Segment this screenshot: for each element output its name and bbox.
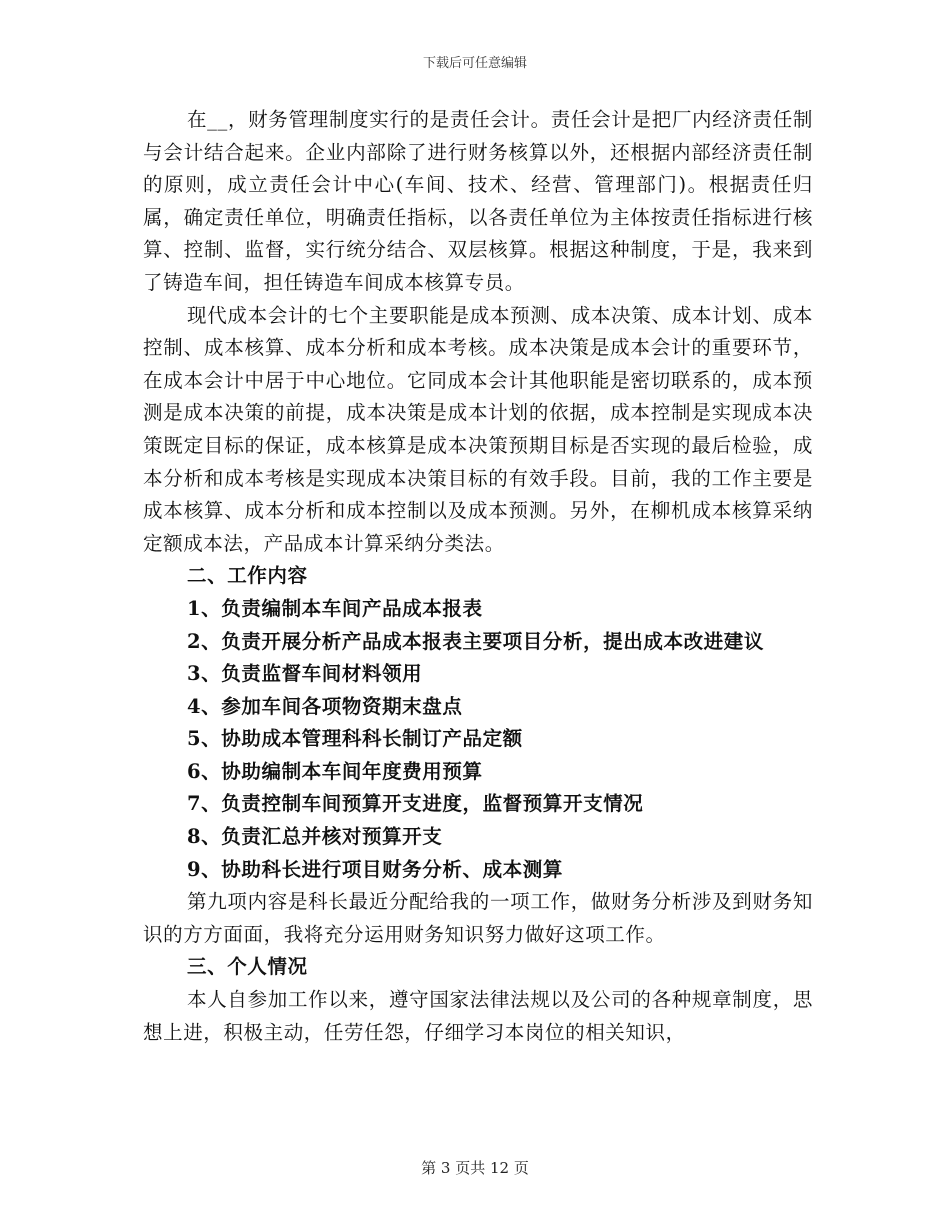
list-item: 7、负责控制车间预算开支进度，监督预算开支情况 <box>187 792 644 816</box>
list-item: 9、协助科长进行项目财务分析、成本测算 <box>187 857 563 881</box>
paragraph-personal-situation: 本人自参加工作以来，遵守国家法律法规以及公司的各种规章制度，思想上进，积极主动，任劳任怨，仔细学习本岗位的相关知识， <box>143 988 813 1044</box>
paragraph-responsibility-accounting: 在__，财务管理制度实行的是责任会计。责任会计是把厂内经济责任制与会计结合起来。企业内部除了进行财务核算以外，还根据内部经济责任制的原则，成立责任会计中心(车间、技术、经营、管理部门)。根据责任归属，确定责任单位，明确责任指标，以各责任单位为主体按责任指标进行核算、控制、监督，实行统分结合、双层核算。根据这种制度，于是，我来到了铸造车间，担任铸造车间成本核算专员。 <box>143 108 813 294</box>
page-header: 下载后可任意编辑 <box>422 56 527 71</box>
list-item: 8、负责汇总并核对预算开支 <box>187 825 443 849</box>
document-body <box>143 104 813 1049</box>
page-number: 第 3 页共 12 页 <box>421 1159 529 1177</box>
section-heading-work-content: 二、工作内容 <box>187 564 308 588</box>
paragraph-item-nine-note: 第九项内容是科长最近分配给我的一项工作，做财务分析涉及到财务知识的方方面面，我将充分运用财务知识努力做好这项工作。 <box>143 890 813 946</box>
list-item: 4、参加车间各项物资期末盘点 <box>187 694 463 718</box>
list-item: 5、协助成本管理科科长制订产品定额 <box>187 727 523 751</box>
list-item: 2、负责开展分析产品成本报表主要项目分析，提出成本改进建议 <box>187 629 764 653</box>
paragraph-cost-accounting-functions: 现代成本会计的七个主要职能是成本预测、成本决策、成本计划、成本控制、成本核算、成本分析和成本考核。成本决策是成本会计的重要环节，在成本会计中居于中心地位。它同成本会计其他职能是密切联系的，成本预测是成本决策的前提，成本决策是成本计划的依据，成本控制是实现成本决策既定目标的保证，成本核算是成本决策预期目标是否实现的最后检验，成本分析和成本考核是实现成本决策目标的有效手段。目前，我的工作主要是成本核算、成本分析和成本控制以及成本预测。另外，在柳机成本核算采纳定额成本法，产品成本计算采纳分类法。 <box>143 303 813 555</box>
list-item: 3、负责监督车间材料领用 <box>187 662 423 686</box>
list-item: 1、负责编制本车间产品成本报表 <box>187 596 483 620</box>
section-heading-personal: 三、个人情况 <box>187 955 308 979</box>
list-item: 6、协助编制本车间年度费用预算 <box>187 759 483 783</box>
